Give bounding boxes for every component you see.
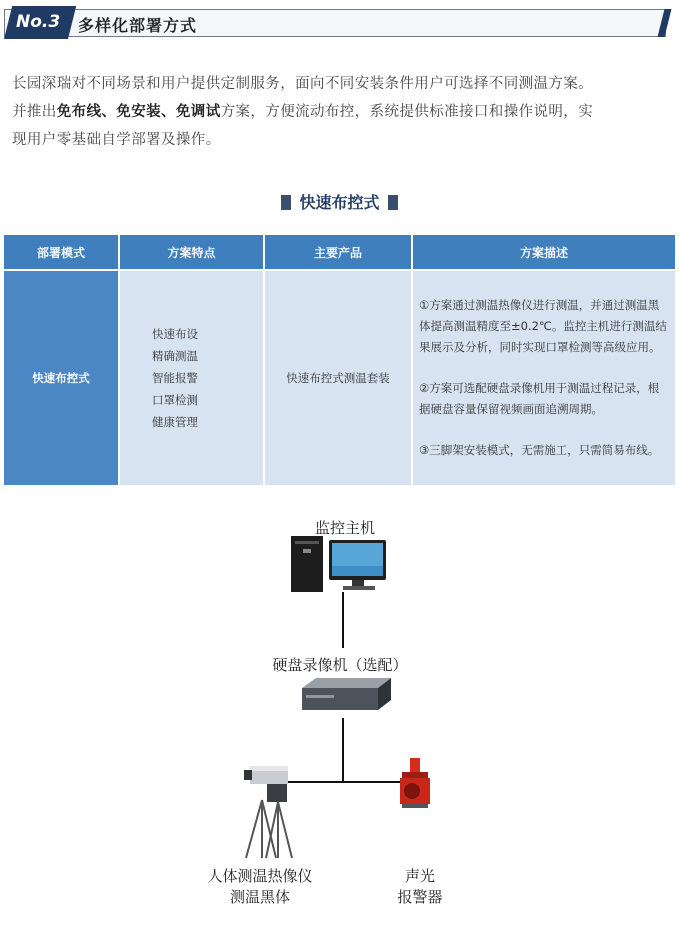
desc-item: ①方案通过测温热像仪进行测温，并通过测温黑体提高测温精度至±0.2℃。监控主机进行测温结果展示及分析，同时实现口罩检测等高级应用。: [419, 298, 667, 354]
table-header-row: [4, 235, 675, 269]
feature-item: 智能报警: [152, 371, 198, 385]
cell-product: 快速布控式测温套装: [265, 271, 411, 485]
square-right-icon: [388, 195, 398, 210]
camera-label-line-2: 测温黑体: [229, 888, 290, 906]
alarm-label-line-2: 报警器: [397, 888, 443, 906]
th-features: 方案特点: [120, 235, 263, 269]
topology-diagram: [0, 500, 679, 942]
header-badge-text: No.3: [16, 12, 61, 32]
host-label: 监控主机: [314, 519, 375, 537]
thermal-camera-icon: [244, 766, 292, 858]
cell-mode: 快速布控式: [4, 271, 118, 485]
feature-item: 健康管理: [152, 415, 198, 429]
feature-item: 快速布设: [152, 327, 198, 341]
intro-highlight: 免布线、免安装、免调试: [56, 104, 221, 120]
intro-paragraph: [12, 70, 672, 154]
intro-line-3: 现用户零基础自学部署及操作。: [12, 132, 221, 148]
cell-description: [413, 271, 675, 485]
th-mode: 部署模式: [4, 235, 118, 269]
topology-svg: [0, 500, 679, 942]
intro-line-2: 并推出免布线、免安装、免调试方案，方便流动布控，系统提供标准接口和操作说明，实: [12, 104, 594, 120]
subtitle-text: 快速布控式: [299, 193, 380, 212]
computer-icon: [291, 536, 386, 592]
square-left-icon: [281, 195, 291, 210]
camera-label-line-1: 人体测温热像仪: [207, 867, 313, 885]
feature-item: 口罩检测: [152, 393, 198, 407]
intro-line-1: 长园深瑞对不同场景和用户提供定制服务，面向不同安装条件用户可选择不同测温方案。: [12, 76, 594, 92]
table-row: [4, 271, 675, 485]
nvr-icon: [302, 678, 391, 710]
section-subtitle: [0, 190, 679, 213]
desc-item: ②方案可选配硬盘录像机用于测温过程记录，根据硬盘容量保留视频画面追溯周期。: [419, 381, 660, 416]
th-product: 主要产品: [265, 235, 411, 269]
feature-item: 精确测温: [152, 349, 198, 363]
alarm-label-line-1: 声光: [404, 867, 435, 885]
desc-item: ③三脚架安装模式，无需施工，只需简易布线。: [419, 443, 660, 457]
alarm-label: [380, 866, 460, 908]
camera-label: [190, 866, 330, 908]
header-title: 多样化部署方式: [78, 16, 198, 35]
section-header: [4, 6, 672, 38]
deployment-table: [2, 235, 677, 485]
alarm-siren-icon: [400, 758, 430, 808]
nvr-label: 硬盘录像机（选配）: [272, 656, 408, 674]
cell-features: [120, 271, 263, 485]
th-description: 方案描述: [413, 235, 675, 269]
